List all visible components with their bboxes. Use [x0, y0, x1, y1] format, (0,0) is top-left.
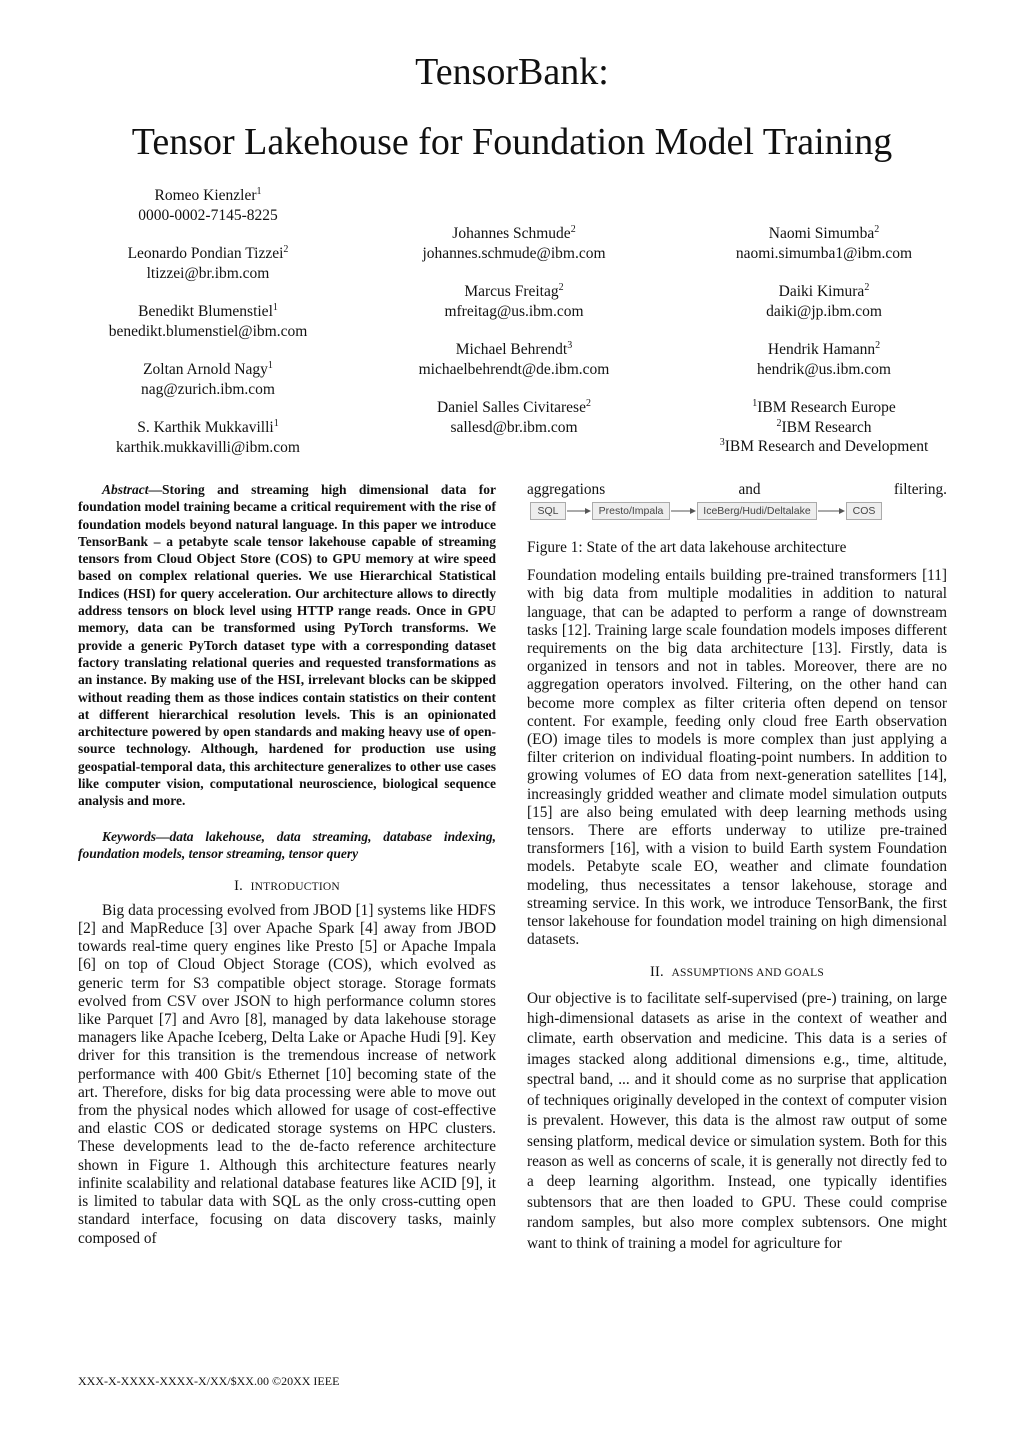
author-name: Hendrik Hamann [767, 341, 876, 358]
author-contact: daiki@jp.ibm.com [766, 302, 882, 320]
affiliation-mark: 1 [272, 301, 278, 313]
abstract-text: —Storing and streaming high dimensional data for foundation model training became a critical requirement with the rise of foundation models beyond natural language. In this paper we introduce TensorBank – a petabyte scale tensor lakehouse capable of streaming tensors from Cloud Object Store (COS) to GPU memory at wire speed based on complex relational queries. We use Hierarchical Statistical Indices (HSI) for query acceleration. Our architecture allows to directly address tensors on block level using HTTP range reads. Once in GPU memory, data can be transformed using PyTorch transforms. We provide a generic PyTorch dataset type with a corresponding dataset factory translating relational queries and requested transformations as an instance. By making use of the HSI, irrelevant blocks can be skipped without reading them as those indices contain statistics on their content at different hierarchical resolution levels. This is an opinionated architecture powered by open standards and making heavy use of open-source technology. Although, hardened for production use using geospatial-temporal data, this architecture generalizes to other use cases like computer vision, computational neuroscience, biological sequence analysis and more. [78, 482, 496, 809]
carryover-word: aggregations [527, 481, 606, 498]
author-name: Benedikt Blumenstiel [138, 303, 273, 320]
affiliation-mark: 1 [256, 185, 262, 197]
affiliation-line: $^2$IBM Research [776, 417, 872, 436]
author-name: Johannes Schmude [452, 225, 571, 242]
affiliation-mark: 2 [874, 223, 880, 235]
assumptions-paragraph: Our objective is to facilitate self-supervised (pre-) training, on large high-dimensional datasets as arise in the context of weather and climate, earth observation and medicine. This data is a series of images stacked along additional dimensions e.g., time, altitude, spectral band, ... and it should come as no surprise that application of techniques originally developed in the context of computer vision is prevalent. However, this data is the almost raw output of some sensing platform, medical device or simulation system. Both for this reason as well as concerns of scale, it is generally not directly fed to a deep learning algorithm. Instead, one typically identifies subtensors that are then loaded to GPU. These could comprise random samples, but also more complex subtensors. One might want to think of training a model for agriculture for [527, 989, 947, 1252]
affiliation-mark: 3 [567, 339, 573, 351]
affiliation-line: $^1$IBM Research Europe [752, 397, 896, 416]
author-contact: naomi.simumba1@ibm.com [735, 244, 913, 262]
author-contact: johannes.schmude@ibm.com [422, 244, 606, 262]
figure-1-caption: Figure 1: State of the art data lakehouse architecture [527, 539, 847, 556]
author-name: Romeo Kienzler [154, 187, 257, 204]
affiliation-mark: 2 [864, 281, 870, 293]
affiliation-line: $^3$IBM Research and Development [719, 436, 929, 455]
author-contact: sallesd@br.ibm.com [450, 418, 578, 436]
affiliation-mark: 1 [267, 359, 273, 371]
abstract-label: Abstract [102, 482, 149, 497]
copyright-footer: XXX-X-XXXX-XXXX-X/XX/$XX.00 ©20XX IEEE [78, 1374, 340, 1388]
affiliation-mark: 1 [273, 417, 279, 429]
carryover-word: and [738, 481, 761, 498]
section-heading-assumptions: II. ASSUMPTIONS AND GOALS [650, 964, 824, 981]
keywords: Keywords—data lakehouse, data streaming, database indexing, foundation models, tensor streaming, tensor query [78, 828, 496, 862]
foundation-paragraph: Foundation modeling entails building pre-trained transformers [11] with big data from multiple modalities in addition to natural language, that can be adapted to perform a range of downstream tasks [12]. Training large scale foundation models imposes different requirements on the big data architecture [13]. Firstly, data is organized in tensors and not in tables. Moreover, there are no aggregation operators involved. Filtering, on the other hand can become more complex as filter criteria often depend on tensor content. For example, feeding only cloud free Earth observation (EO) image tiles to models is more complex than just applying a filter criterion on individual floating-point numbers. In addition to growing volumes of EO data from next-generation satellites [14], increasingly gridded weather and climate model simulation outputs [15] are also being emulated with deep learning methods using tensors. There are efforts underway to utilize pre-trained transformers [16], with a vision to build Earth system Foundation models. Petabyte scale EO, weather and climate foundation modeling, thus necessitates a tensor lakehouse, storage and streaming service. In this work, we introduce TensorBank, the first tensor lakehouse for foundation model training on high dimensional datasets. [527, 567, 947, 949]
affiliation-mark: 2 [570, 223, 576, 235]
figure-box-presto: Presto/Impala [592, 502, 670, 520]
figure-box-cos: COS [846, 502, 882, 520]
author-name: Zoltan Arnold Nagy [143, 361, 268, 378]
author-contact: hendrik@us.ibm.com [757, 360, 891, 378]
author-name: Marcus Freitag [464, 283, 559, 300]
section-heading-introduction: I. INTRODUCTION [234, 877, 340, 894]
affiliation-mark: 2 [585, 397, 591, 409]
introduction-paragraph: Big data processing evolved from JBOD [1] systems like HDFS [2] and MapReduce [3] over Apache Spark [4] away from JBOD towards real-time query engines like Presto [5] or Apache Impala [6] on top of Cloud Object Storage (COS), which evolved as generic term for S3 compatible object storage. Storage formats evolved from CSV over JSON to high performance column stores like Parquet [7] and Avro [8], managed by data lakehouse storage managers like Apache Iceberg, Delta Lake or Apache Hudi [9]. Key driver for this transition is the tremendous increase of network performance with 400 Gbit/s Ethernet [10] becoming state of the art. Therefore, disks for big data processing were able to move out from the physical nodes which allowed for usage of cost-effective and elastic COS or dedicated storage systems on HPC clusters. These developments lead to the de-facto reference architecture shown in Figure 1. Although this architecture features nearly infinite scalability and relational database features like ACID [9], it is limited to tabular data with SQL as the only cross-cutting open standard interface, focusing on data discovery tasks, mainly composed of [78, 901, 496, 1247]
author-contact: ltizzei@br.ibm.com [146, 264, 270, 282]
author-contact: benedikt.blumenstiel@ibm.com [108, 322, 308, 340]
author-name: Leonardo Pondian Tizzei [127, 245, 284, 262]
affiliation-mark: 2 [558, 281, 564, 293]
author-contact: michaelbehrendt@de.ibm.com [418, 360, 610, 378]
paper-title-line1: TensorBank: [415, 51, 609, 93]
author-name: Michael Behrendt [455, 341, 568, 358]
carryover-word: filtering. [893, 481, 947, 498]
figure-box-sql: SQL [530, 502, 566, 520]
author-contact: 0000-0002-7145-8225 [138, 206, 278, 224]
author-contact: nag@zurich.ibm.com [141, 380, 275, 398]
author-name: S. Karthik Mukkavilli [137, 419, 274, 436]
author-name: Daiki Kimura [778, 283, 865, 300]
author-name: Daniel Salles Civitarese [437, 399, 586, 416]
affiliation-mark: 2 [283, 243, 289, 255]
right-column-body [527, 539, 947, 1254]
affiliation-mark: 2 [875, 339, 881, 351]
author-name: Naomi Simumba [768, 225, 875, 242]
figure-box-iceberg: IceBerg/Hudi/Deltalake [697, 502, 817, 520]
paper-title-line2: Tensor Lakehouse for Foundation Model Training [131, 121, 893, 163]
author-contact: mfreitag@us.ibm.com [444, 302, 584, 320]
author-contact: karthik.mukkavilli@ibm.com [116, 438, 300, 456]
figure-arrows [0, 0, 1024, 600]
